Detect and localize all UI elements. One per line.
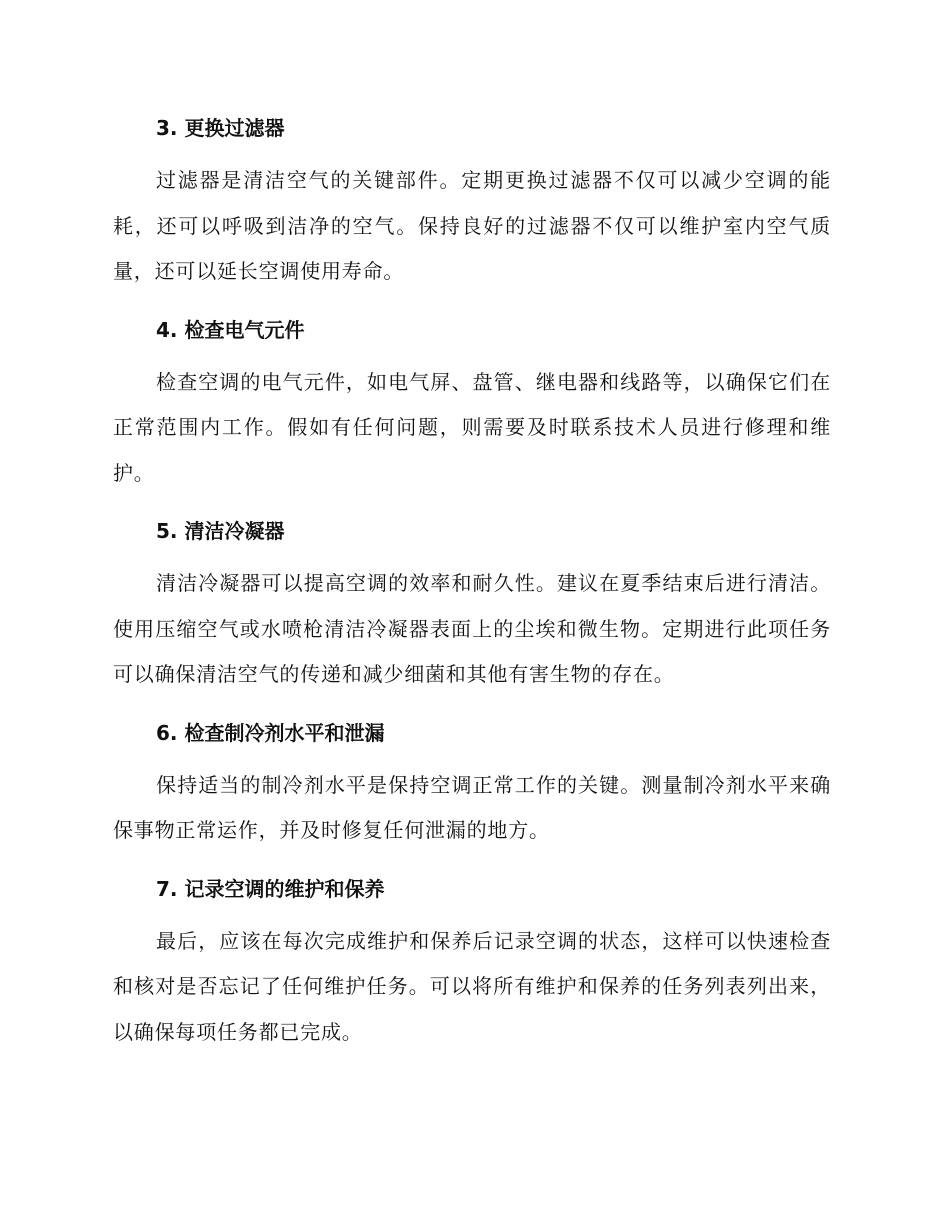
section-heading: 6. 检查制冷剂水平和泄漏 [156, 720, 385, 745]
section-paragraph: 检查空调的电气元件，如电气屏、盘管、继电器和线路等，以确保它们在正常范围内工作。假如有任何问题，则需要及时联系技术人员进行修理和维护。 [113, 369, 831, 485]
section-paragraph: 清洁冷凝器可以提高空调的效率和耐久性。建议在夏季结束后进行清洁。使用压缩空气或水喷枪清洁冷凝器表面上的尘埃和微生物。定期进行此项任务可以确保清洁空气的传递和减少细菌和其他有害生物的存在。 [113, 571, 831, 686]
section-check-refrigerant [113, 715, 831, 854]
document-body [113, 110, 831, 1055]
section-heading: 4. 检查电气元件 [156, 317, 305, 342]
section-paragraph: 保持适当的制冷剂水平是保持空调正常工作的关键。测量制冷剂水平来确保事物正常运作，并及时修复任何泄漏的地方。 [113, 772, 831, 842]
section-clean-condenser [113, 513, 831, 698]
section-heading: 3. 更换过滤器 [156, 116, 285, 140]
section-check-electrical [113, 312, 831, 497]
section-record-maintenance [113, 871, 831, 1056]
section-paragraph: 最后，应该在每次完成维护和保养后记录空调的状态，这样可以快速检查和核对是否忘记了任何维护任务。可以将所有维护和保养的任务列表列出来，以确保每项任务都已完成。 [113, 928, 831, 1044]
section-replace-filter [113, 110, 831, 295]
section-heading: 7. 记录空调的维护和保养 [156, 876, 385, 901]
section-heading: 5. 清洁冷凝器 [156, 519, 285, 543]
section-paragraph: 过滤器是清洁空气的关键部件。定期更换过滤器不仅可以减少空调的能耗，还可以呼吸到洁净的空气。保持良好的过滤器不仅可以维护室内空气质量，还可以延长空调使用寿命。 [113, 168, 831, 283]
